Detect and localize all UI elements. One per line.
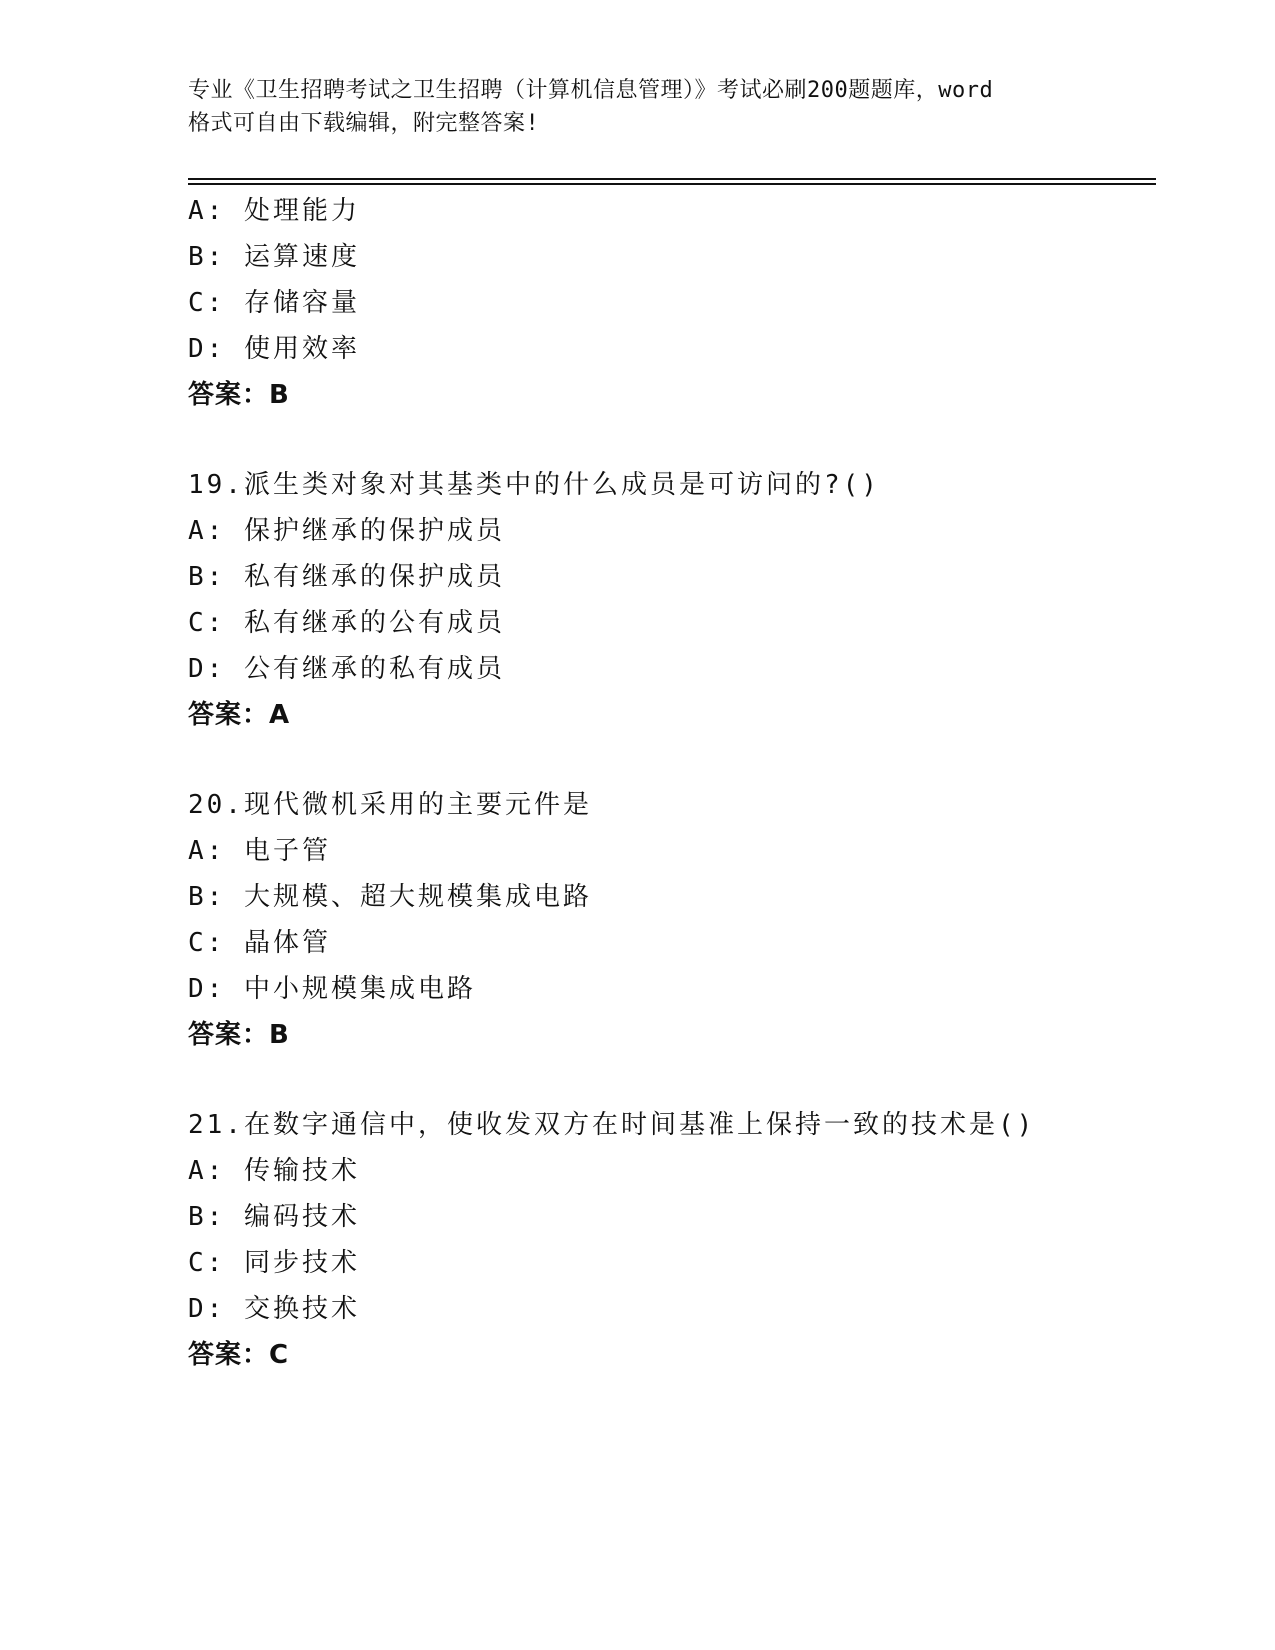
option-a: A: 电子管 xyxy=(188,836,331,866)
spacer xyxy=(188,418,1148,462)
header-divider-top xyxy=(188,178,1156,180)
option-b: B: 私有继承的保护成员 xyxy=(188,562,505,592)
question-text: 20.现代微机采用的主要元件是 xyxy=(188,790,592,820)
question-block-19 xyxy=(188,462,1148,738)
option-d: D: 交换技术 xyxy=(188,1294,360,1324)
question-block-18 xyxy=(188,188,1148,418)
spacer xyxy=(188,1058,1148,1102)
header-title-line-1: 专业《卫生招聘考试之卫生招聘（计算机信息管理）》考试必刷200题题库，word xyxy=(188,78,994,103)
option-b: B: 大规模、超大规模集成电路 xyxy=(188,882,592,912)
header-divider-bottom xyxy=(188,183,1156,185)
option-b: B: 编码技术 xyxy=(188,1202,360,1232)
option-c: C: 存储容量 xyxy=(188,288,360,318)
answer-line: 答案：B xyxy=(188,1020,290,1050)
option-d: D: 中小规模集成电路 xyxy=(188,974,476,1004)
option-b: B: 运算速度 xyxy=(188,242,360,272)
spacer xyxy=(188,738,1148,782)
question-list xyxy=(188,188,1148,1378)
document-header xyxy=(188,74,1088,140)
question-block-20 xyxy=(188,782,1148,1058)
answer-line: 答案：C xyxy=(188,1340,290,1370)
answer-line: 答案：A xyxy=(188,700,291,730)
answer-line: 答案：B xyxy=(188,380,290,410)
question-text: 21.在数字通信中，使收发双方在时间基准上保持一致的技术是() xyxy=(188,1110,1036,1140)
option-c: C: 私有继承的公有成员 xyxy=(188,608,505,638)
option-d: D: 公有继承的私有成员 xyxy=(188,654,505,684)
header-title-line-2: 格式可自由下载编辑，附完整答案! xyxy=(188,111,540,136)
option-d: D: 使用效率 xyxy=(188,334,360,364)
option-a: A: 处理能力 xyxy=(188,196,360,226)
option-c: C: 同步技术 xyxy=(188,1248,360,1278)
option-c: C: 晶体管 xyxy=(188,928,331,958)
question-text: 19.派生类对象对其基类中的什么成员是可访问的?() xyxy=(188,470,880,500)
option-a: A: 传输技术 xyxy=(188,1156,360,1186)
question-block-21 xyxy=(188,1102,1148,1378)
option-a: A: 保护继承的保护成员 xyxy=(188,516,505,546)
